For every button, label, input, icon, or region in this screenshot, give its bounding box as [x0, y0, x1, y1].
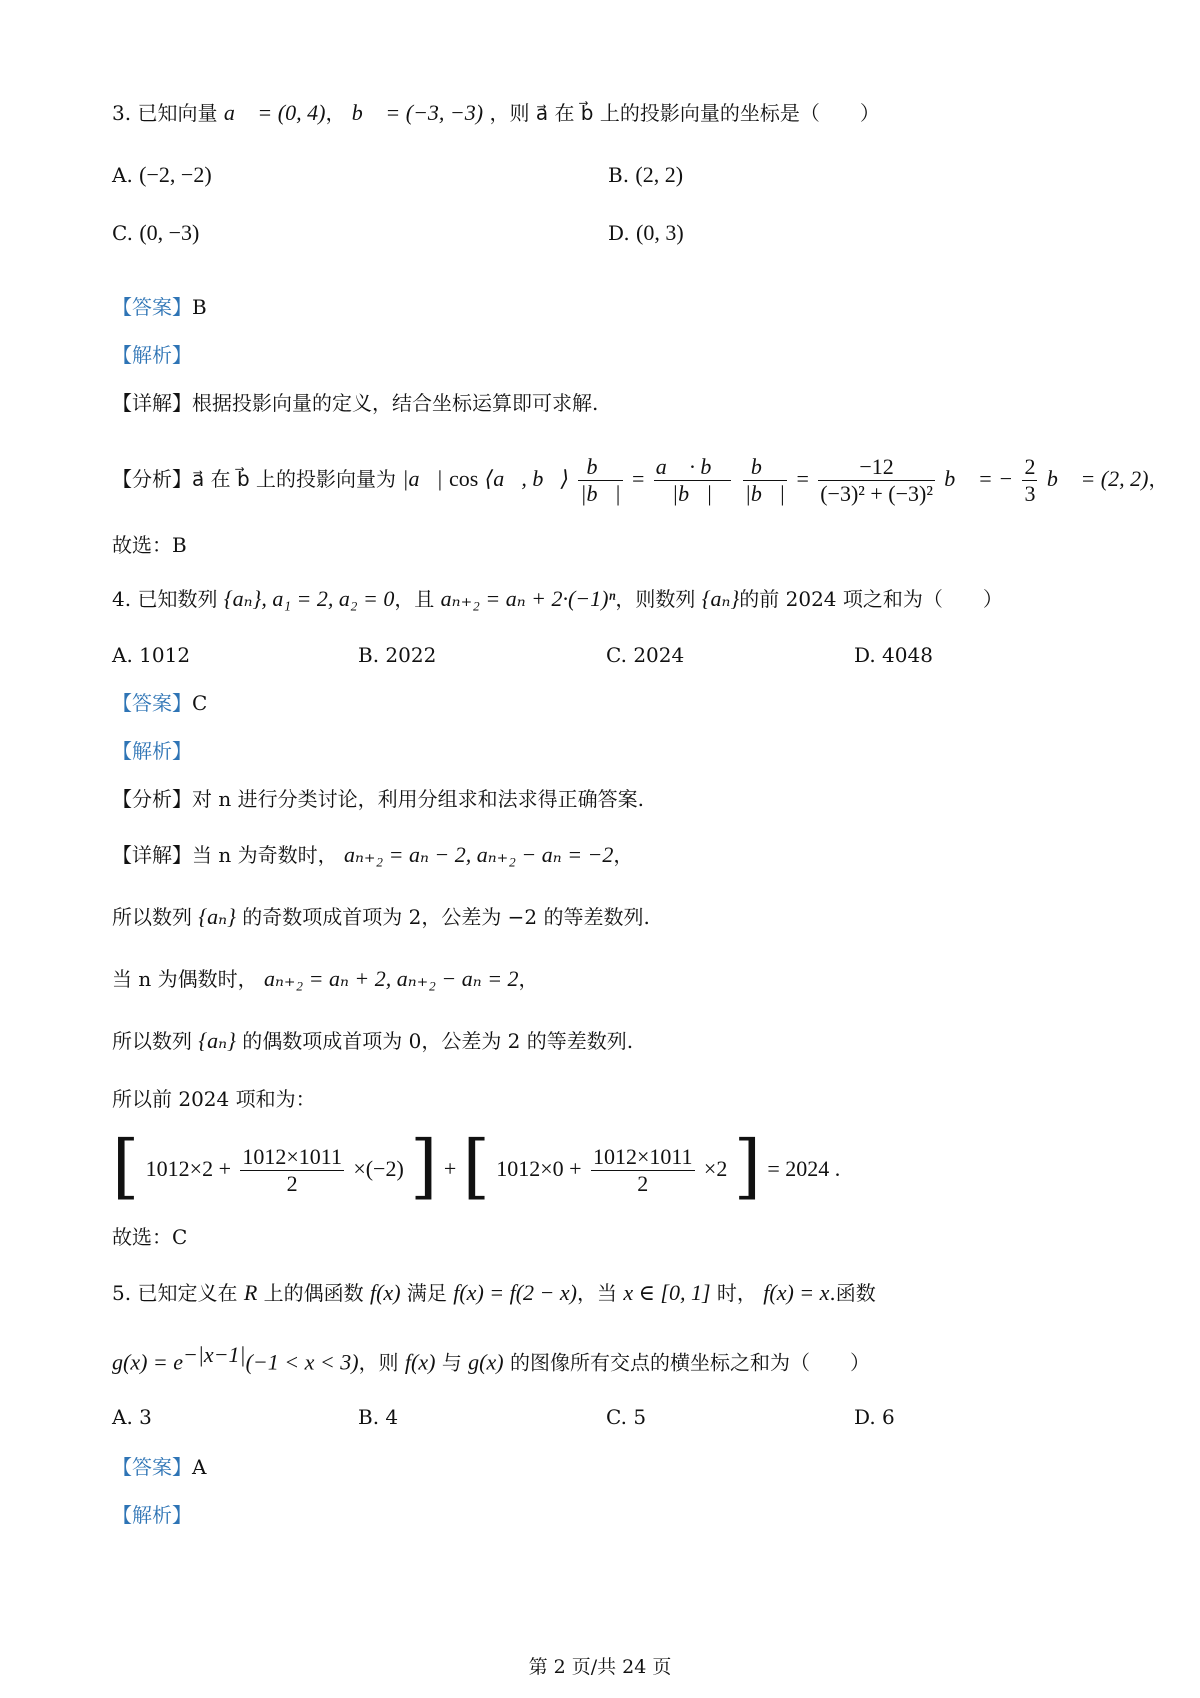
q4-even-conclusion: 所以数列 {aₙ} 的偶数项成首项为 0，公差为 2 的等差数列. [112, 1028, 634, 1053]
q5-stem-line1: 5. 已知定义在 R 上的偶函数 f(x) 满足 f(x) = f(2 − x)，当 x ∈ [0, 1] 时， f(x) = x.函数 [112, 1280, 876, 1305]
q4-answer: 【答案】C [112, 691, 208, 715]
q4-detail-even: 当 n 为偶数时， aₙ₊₂ = aₙ + 2, aₙ₊₂ − aₙ = 2， [112, 966, 539, 991]
q5-answer: 【答案】A [112, 1455, 207, 1479]
fraction: $\frac{2}{3}$ [1024, 454, 1036, 506]
q3-answer: 【答案】B [112, 295, 207, 319]
q3-option-a: A. (−2, −2) [112, 162, 212, 187]
fraction: $\frac{a⃗ \cdot b⃗}{|b⃗|}$ [655, 454, 729, 506]
q3-vec-a: a⃗ = (0, 4) [223, 100, 326, 125]
page-footer: 第 2 页/共 24 页 [528, 1656, 672, 1678]
q5-option-c: C. 5 [606, 1405, 647, 1429]
fraction: $\frac{b⃗}{|b⃗|}$ [580, 454, 621, 506]
q5-option-d: D. 6 [854, 1405, 895, 1429]
q4-stem: 4. 已知数列 {aₙ}, a₁ = 2, a₂ = 0，且 aₙ₊₂ = aₙ + 2·(−1)ⁿ，则数列 {aₙ}的前 2024 项之和为（ ） [112, 586, 1003, 611]
q5-option-b: B. 4 [358, 1405, 399, 1429]
q4-sum-intro: 所以前 2024 项和为： [112, 1087, 316, 1111]
fraction: $\frac{1012\times 1011}{2}$ [592, 1144, 693, 1196]
fraction: $\frac{b⃗}{|b⃗|}$ [744, 454, 786, 506]
q3-analysis-heading: 【解析】 [112, 343, 192, 367]
q4-choice: 故选：C [112, 1225, 188, 1249]
q3-projection-formula: 【分析】a⃗ 在 b⃗ 上的投影向量为 |a⃗| cos ⟨a⃗, b⃗⟩ $\frac{b⃗}{|b⃗|}$ = $\frac{a⃗ \cdot b⃗}{|b⃗|}$ $\frac{b⃗}{|b⃗|}$ = $\frac{-12}{\text{(−3)² + (−3)²}}$ b⃗ = − $\frac{2}{3}$ b⃗ = (2, 2)， [112, 454, 1169, 506]
q3-option-b: B. (2, 2) [608, 162, 684, 187]
q5-stem-line2: $g(x) = e^{-|x-1|}(-1 < x < 3)$，则 f(x) 与 g(x) 的图像所有交点的横坐标之和为（ ） [112, 1342, 870, 1375]
q3-option-c: C. (0, −3) [112, 220, 200, 245]
q3-detail: 【详解】根据投影向量的定义，结合坐标运算即可求解. [112, 391, 599, 415]
q3-stem: 3. 已知向量 a⃗ = (0, 4)， b⃗ = (−3, −3) ，则 a⃗ 在 b⃗ 上的投影向量的坐标是（ ） [112, 100, 880, 125]
q5-option-a: A. 3 [112, 1405, 152, 1429]
q4-option-d: D. 4048 [854, 643, 933, 667]
q3-vec-b: b⃗ = (−3, −3) [351, 100, 484, 125]
q3-choice: 故选：B [112, 533, 187, 557]
q4-odd-conclusion: 所以数列 {aₙ} 的奇数项成首项为 2，公差为 −2 的等差数列. [112, 904, 650, 929]
q4-option-b: B. 2022 [358, 643, 437, 667]
fraction: $\frac{-12}{\text{(−3)² + (−3)²}}$ [820, 454, 933, 506]
q4-fenxi: 【分析】对 n 进行分类讨论，利用分组求和法求得正确答案. [112, 787, 644, 811]
q4-detail-odd: 【详解】当 n 为奇数时， aₙ₊₂ = aₙ − 2, aₙ₊₂ − aₙ = −2， [112, 842, 634, 867]
q4-option-a: A. 1012 [112, 643, 191, 667]
q5-analysis-heading: 【解析】 [112, 1503, 192, 1527]
fraction: $\frac{1012\times 1011}{2}$ [242, 1144, 342, 1196]
q4-sum-formula: [ 1012×2 + $\frac{1012\times 1011}{2}$ ×(−2) ] + [ 1012×0 + $\frac{1012\times 1011}{2}$ ×2 ] = 2024 . [112, 1125, 841, 1207]
q4-option-c: C. 2024 [606, 643, 685, 667]
q3-option-d: D. (0, 3) [608, 220, 684, 245]
q4-analysis-heading: 【解析】 [112, 739, 192, 763]
